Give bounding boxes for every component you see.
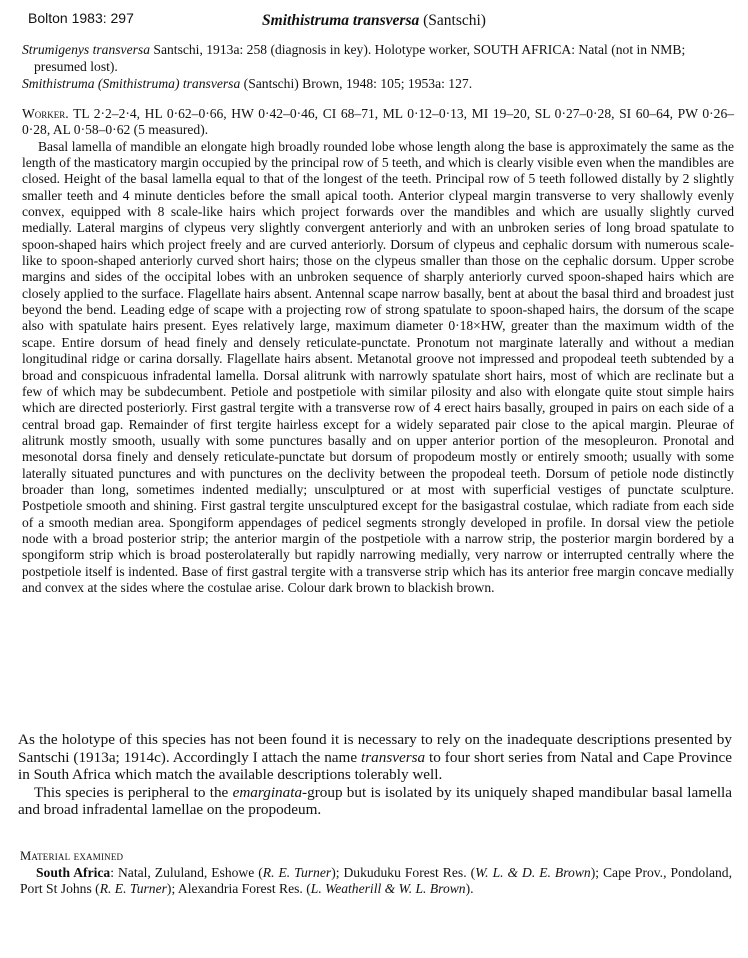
measurements-text: TL 2·2–2·4, HL 0·62–0·66, HW 0·42–0·46, CI 68–71, ML 0·12–0·13, MI 19–20, SL 0·27–0·28, SI 60–64, PW 0·26–0·28, AL 0·58–0·62 (5 measured). <box>22 106 734 138</box>
remarks-paragraph <box>18 731 732 784</box>
material-paragraph <box>20 865 732 898</box>
material-text: ); Alexandria Forest Res. ( <box>166 881 311 896</box>
species-title <box>0 12 748 30</box>
synonym-entry <box>22 41 732 75</box>
page-header <box>0 0 748 40</box>
material-text: ); Cape Prov., Pondoland, Port St Johns ( <box>20 864 733 896</box>
remarks-section <box>18 731 732 819</box>
material-examined-section <box>20 848 732 898</box>
synonym-name: Strumigenys transversa <box>22 42 150 57</box>
remarks-paragraph <box>18 784 732 819</box>
material-text: ). <box>465 881 474 896</box>
synonym-entry <box>22 75 732 92</box>
measurements-paragraph <box>22 106 734 139</box>
synonym-text: (Santschi) Brown, 1948: 105; 1953a: 127. <box>240 76 473 91</box>
material-text: ); Dukuduku Forest Res. ( <box>331 864 476 880</box>
collector-name: R. E. Turner <box>262 864 332 880</box>
page-reference: Bolton 1983: 297 <box>28 10 134 26</box>
remarks-text: As the holotype of this species has not been found it is necessary to rely on the inadequate descriptions presented by Santschi (1913a; 1914c). Accordingly I attach the name <box>18 731 732 766</box>
remarks-text: This species is peripheral to the <box>34 783 233 801</box>
collector-name: W. L. & D. E. Brown <box>475 864 591 880</box>
worker-description <box>22 106 734 596</box>
synonym-name: Smithistruma (Smithistruma) transversa <box>22 76 241 91</box>
material-country: South Africa <box>36 864 111 880</box>
remarks-text: to four short series from Natal and Cape Province in South Africa which match the available descriptions tolerably well. <box>18 748 732 784</box>
synonym-text: Santschi, 1913a: 258 (diagnosis in key). Holotype worker, SOUTH AFRICA: Natal (not in NMB; presumed lost). <box>34 42 686 74</box>
remarks-text: -group but is isolated by its uniquely shaped mandibular basal lamella and broad infradental lamellae on the propodeum. <box>18 783 732 819</box>
group-name: emarginata <box>232 783 303 801</box>
synonymy-list <box>22 41 732 92</box>
material-heading: Material examined <box>20 849 124 863</box>
description-paragraph: Basal lamella of mandible an elongate high broadly rounded lobe whose length along the base is approximately the same as the length of the masticatory margin occupied by the principal row of 5 teeth, and which is clearly visible even when the mandibles are closed. Height of the basal lamella equal to that of the longest of the teeth. Principal row of 5 teeth followed distally by 2 slightly smaller teeth and 4 minute denticles before the small apical tooth. Anterior clypeal margin transverse to very shallowly evenly convex, equipped with 8 scale-like hairs which project forwards over the mandibles and which are usually slightly curved medially. Lateral margins of clypeus very slightly convergent anteriorly and with an unbroken series of long broad spatulate to spoon-shaped hairs which project freely and are curved anteriorly. Dorsum of clypeus and cephalic dorsum with numerous scale-like to spoon-shaped anteriorly curved short hairs; those on the clypeus smaller than those on the cephalic dorsum. Upper scrobe margins and sides of the occipital lobes with an unbroken sequence of sharply anteriorly curved spoon-shaped hairs which are closely applied to the surface. Flagellate hairs absent. Antennal scape narrow basally, bent at about the basal third and broadest just beyond the bend. Leading edge of scape with a projecting row of strong spatulate to spoon-shaped hairs, the dorsum of the scape also with spatulate hairs present. Eyes relatively large, maximum diameter 0·18×HW, greater than the maximum width of the scape. Entire dorsum of head finely and densely reticulate-punctate. Pronotum not marginate laterally and without a median longitudinal ridge or carina dorsally. Flagellate hairs absent. Metanotal groove not impressed and propodeal teeth subtended by a broad and conspicuous infradental lamella. Dorsal alitrunk with narrowly spatulate short hairs, most of which are reclinate but a few of which may be subdecumbent. Petiole and postpetiole with similar pilosity and also with elongate quite stout simple hairs which are directed posteriorly. First gastral tergite with a transverse row of 4 erect hairs basally, grouped in pairs on each side of a central broad gap. Remainder of first tergite hairless except for a widely separated pair close to the apical margin. Pleurae of alitrunk mostly smooth, usually with some punctures basally and on upper anterior portion of the mesopleuron. Pronotal and mesonotal dorsa finely and densely reticulate-punctate but dorsum of propodeum mostly or entirely smooth; usually with some laterally situated punctures and with punctures on the declivity between the propodeal teeth. Dorsum of petiole node distinctly broader than long, sometimes indented medially; unsculptured or at most with superficial vestiges of punctate sculpture. Postpetiole smooth and shining. First gastral tergite unsculptured except for the basigastral costulae, which radiate from each side of a smooth median area. Spongiform appendages of pedicel segments strongly developed in profile. In dorsal view the petiole node with a broad posterior strip; the anterior margin of the postpetiole with a narrow strip, the posterior margin bordered by a spongiform strip which is broad posterolaterally but rapidly narrowing medially, very narrow or interrupted centrally where the postpetiole itself is indented. Base of first gastral tergite with a transverse strip which has its anterior free margin concave medially and convex at the sides where the costulae arise. Colour dark brown to blackish brown. <box>22 138 734 595</box>
species-name: Smithistruma transversa <box>262 12 420 29</box>
collector-name: R. E. Turner <box>99 881 167 896</box>
species-author: (Santschi) <box>419 12 486 29</box>
material-text: : Natal, Zululand, Eshowe ( <box>110 864 263 880</box>
caste-label: Worker. <box>22 106 69 121</box>
species-epithet: transversa <box>361 748 426 766</box>
collector-name: L. Weatherill & W. L. Brown <box>310 881 466 896</box>
